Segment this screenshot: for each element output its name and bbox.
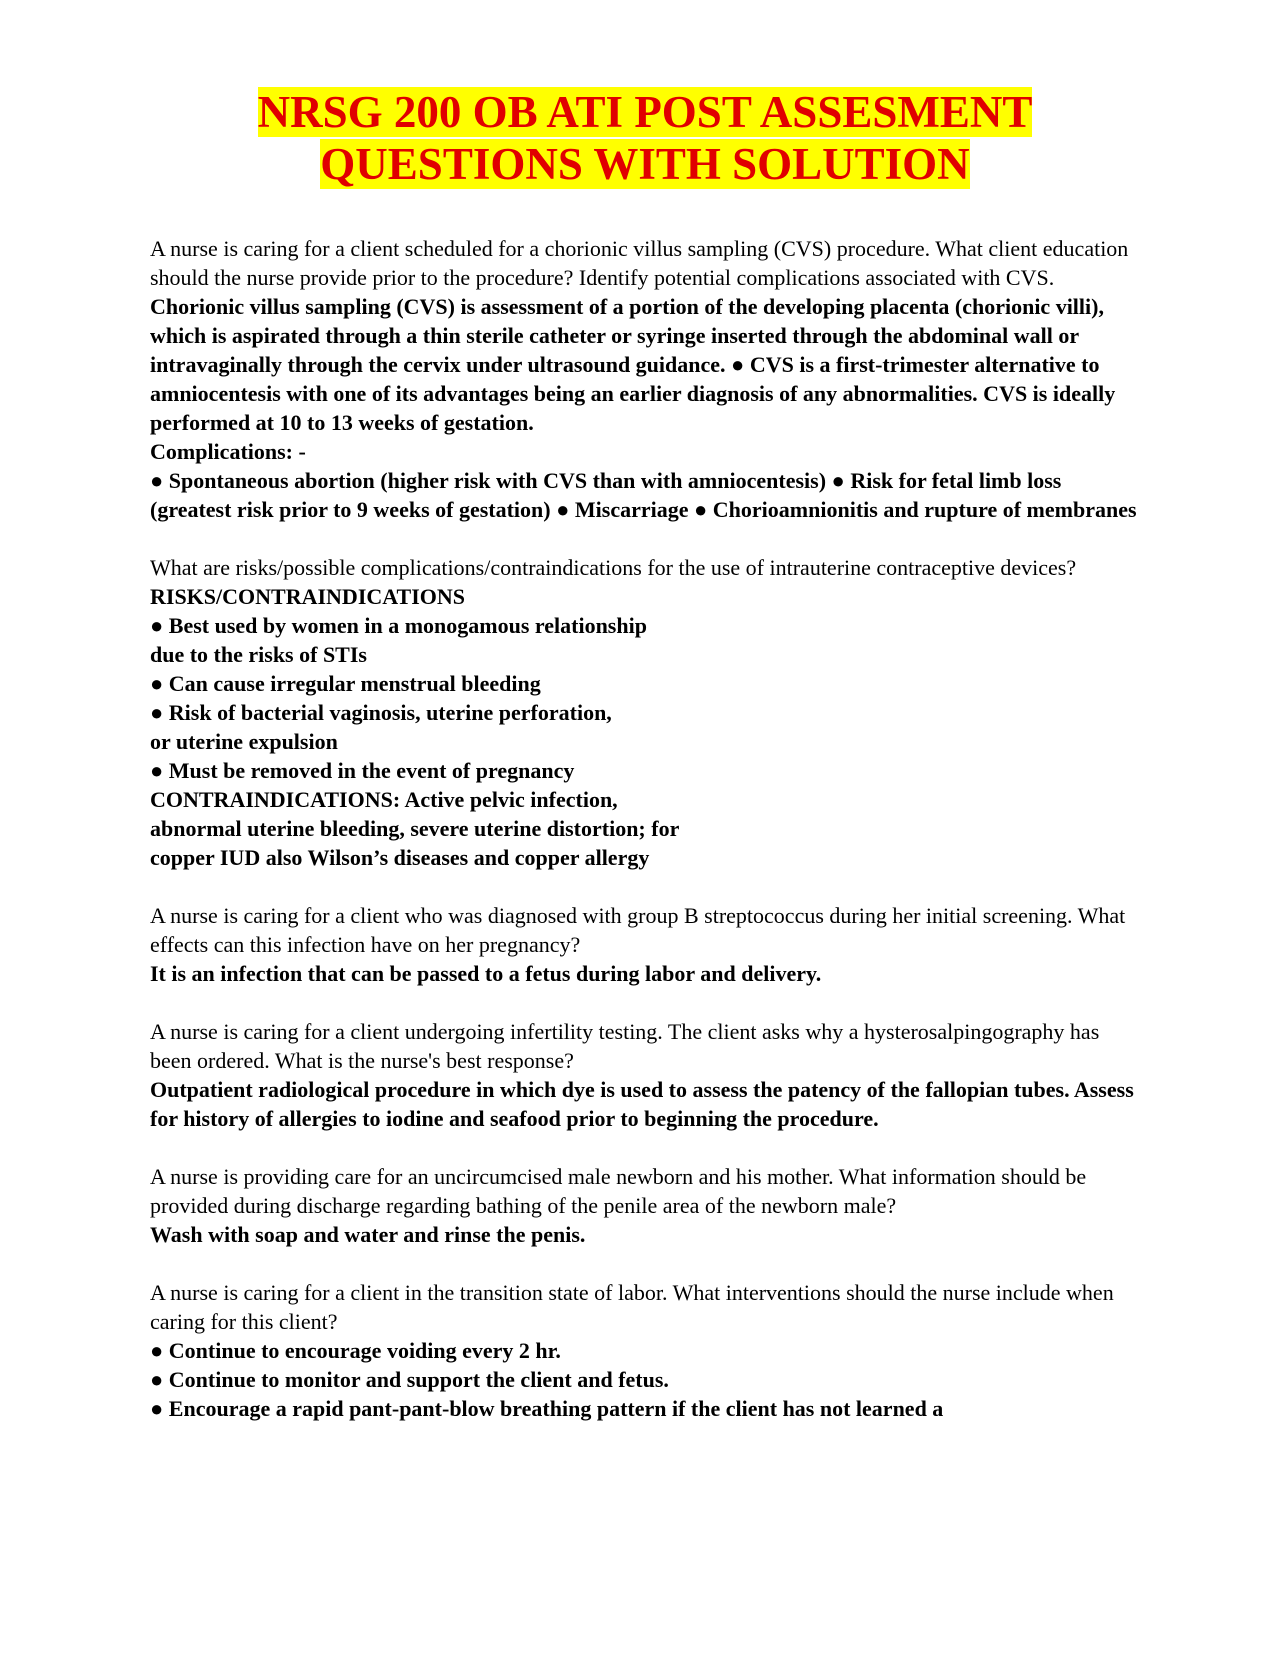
qa-block-gbs — [150, 901, 1140, 988]
question-text: A nurse is providing care for an uncircumcised male newborn and his mother. What information should be provided during discharge regarding bathing of the penile area of the newborn male? — [150, 1164, 1087, 1218]
answer-text: Chorionic villus sampling (CVS) is assessment of a portion of the developing placenta (chorionic villi), which is aspirated through a thin sterile catheter or syringe inserted through the abdominal wall or intravaginally through the cervix under ultrasound guidance. ● CVS is a first-trimester alternative to amniocentesis with one of its advantages being an earlier diagnosis of any abnormalities. CVS is ideally performed at 10 to 13 weeks of gestation. — [150, 294, 1116, 435]
answer-line: ● Continue to encourage voiding every 2 hr. — [150, 1338, 561, 1363]
qa-block-cvs — [150, 234, 1140, 524]
title-line-2: QUESTIONS WITH SOLUTION — [320, 139, 970, 189]
title-line-1: NRSG 200 OB ATI POST ASSESMENT — [257, 87, 1033, 137]
answer-line: ● Continue to monitor and support the client and fetus. — [150, 1367, 669, 1392]
answer-line: ● Encourage a rapid pant-pant-blow breathing pattern if the client has not learned a — [150, 1396, 944, 1421]
qa-block-transition — [150, 1278, 1140, 1423]
document-title — [150, 86, 1140, 190]
answer-line: ● Can cause irregular menstrual bleeding — [150, 671, 541, 696]
answer-line: due to the risks of STIs — [150, 642, 367, 667]
answer-text: It is an infection that can be passed to a fetus during labor and delivery. — [150, 961, 822, 986]
answer-text: ● Spontaneous abortion (higher risk with CVS than with amniocentesis) ● Risk for fetal limb loss (greatest risk prior to 9 weeks of gestation) ● Miscarriage ● Chorioamnionitis and rupture of membranes — [150, 468, 1137, 522]
question-text: A nurse is caring for a client who was diagnosed with group B streptococcus during her initial screening. What effects can this infection have on her pregnancy? — [150, 903, 1126, 957]
qa-block-newborn — [150, 1162, 1140, 1249]
qa-block-iud — [150, 553, 1140, 872]
answer-text: Wash with soap and water and rinse the penis. — [150, 1222, 586, 1247]
answer-text: Outpatient radiological procedure in which dye is used to assess the patency of the fallopian tubes. Assess for history of allergies to iodine and seafood prior to beginning the procedure. — [150, 1077, 1134, 1131]
answer-line: ● Risk of bacterial vaginosis, uterine perforation, — [150, 700, 612, 725]
question-text: A nurse is caring for a client undergoing infertility testing. The client asks why a hysterosalpingography has been ordered. What is the nurse's best response? — [150, 1019, 1100, 1073]
answer-line: or uterine expulsion — [150, 729, 338, 754]
answer-line: ● Must be removed in the event of pregnancy — [150, 758, 575, 783]
answer-line: copper IUD also Wilson’s diseases and copper allergy — [150, 845, 650, 870]
answer-line: abnormal uterine bleeding, severe uterine distortion; for — [150, 816, 680, 841]
answer-subheading: Complications: - — [150, 439, 306, 464]
question-text: A nurse is caring for a client scheduled for a chorionic villus sampling (CVS) procedure. What client education should the nurse provide prior to the procedure? Identify potential complications associated with CVS. — [150, 236, 1129, 290]
answer-line: CONTRAINDICATIONS: Active pelvic infection, — [150, 787, 618, 812]
qa-block-hsg — [150, 1017, 1140, 1133]
answer-subheading: RISKS/CONTRAINDICATIONS — [150, 584, 465, 609]
question-text: A nurse is caring for a client in the transition state of labor. What interventions should the nurse include when caring for this client? — [150, 1280, 1114, 1334]
question-text: What are risks/possible complications/contraindications for the use of intrauterine contraceptive devices? — [150, 555, 1077, 580]
answer-line: ● Best used by women in a monogamous relationship — [150, 613, 647, 638]
